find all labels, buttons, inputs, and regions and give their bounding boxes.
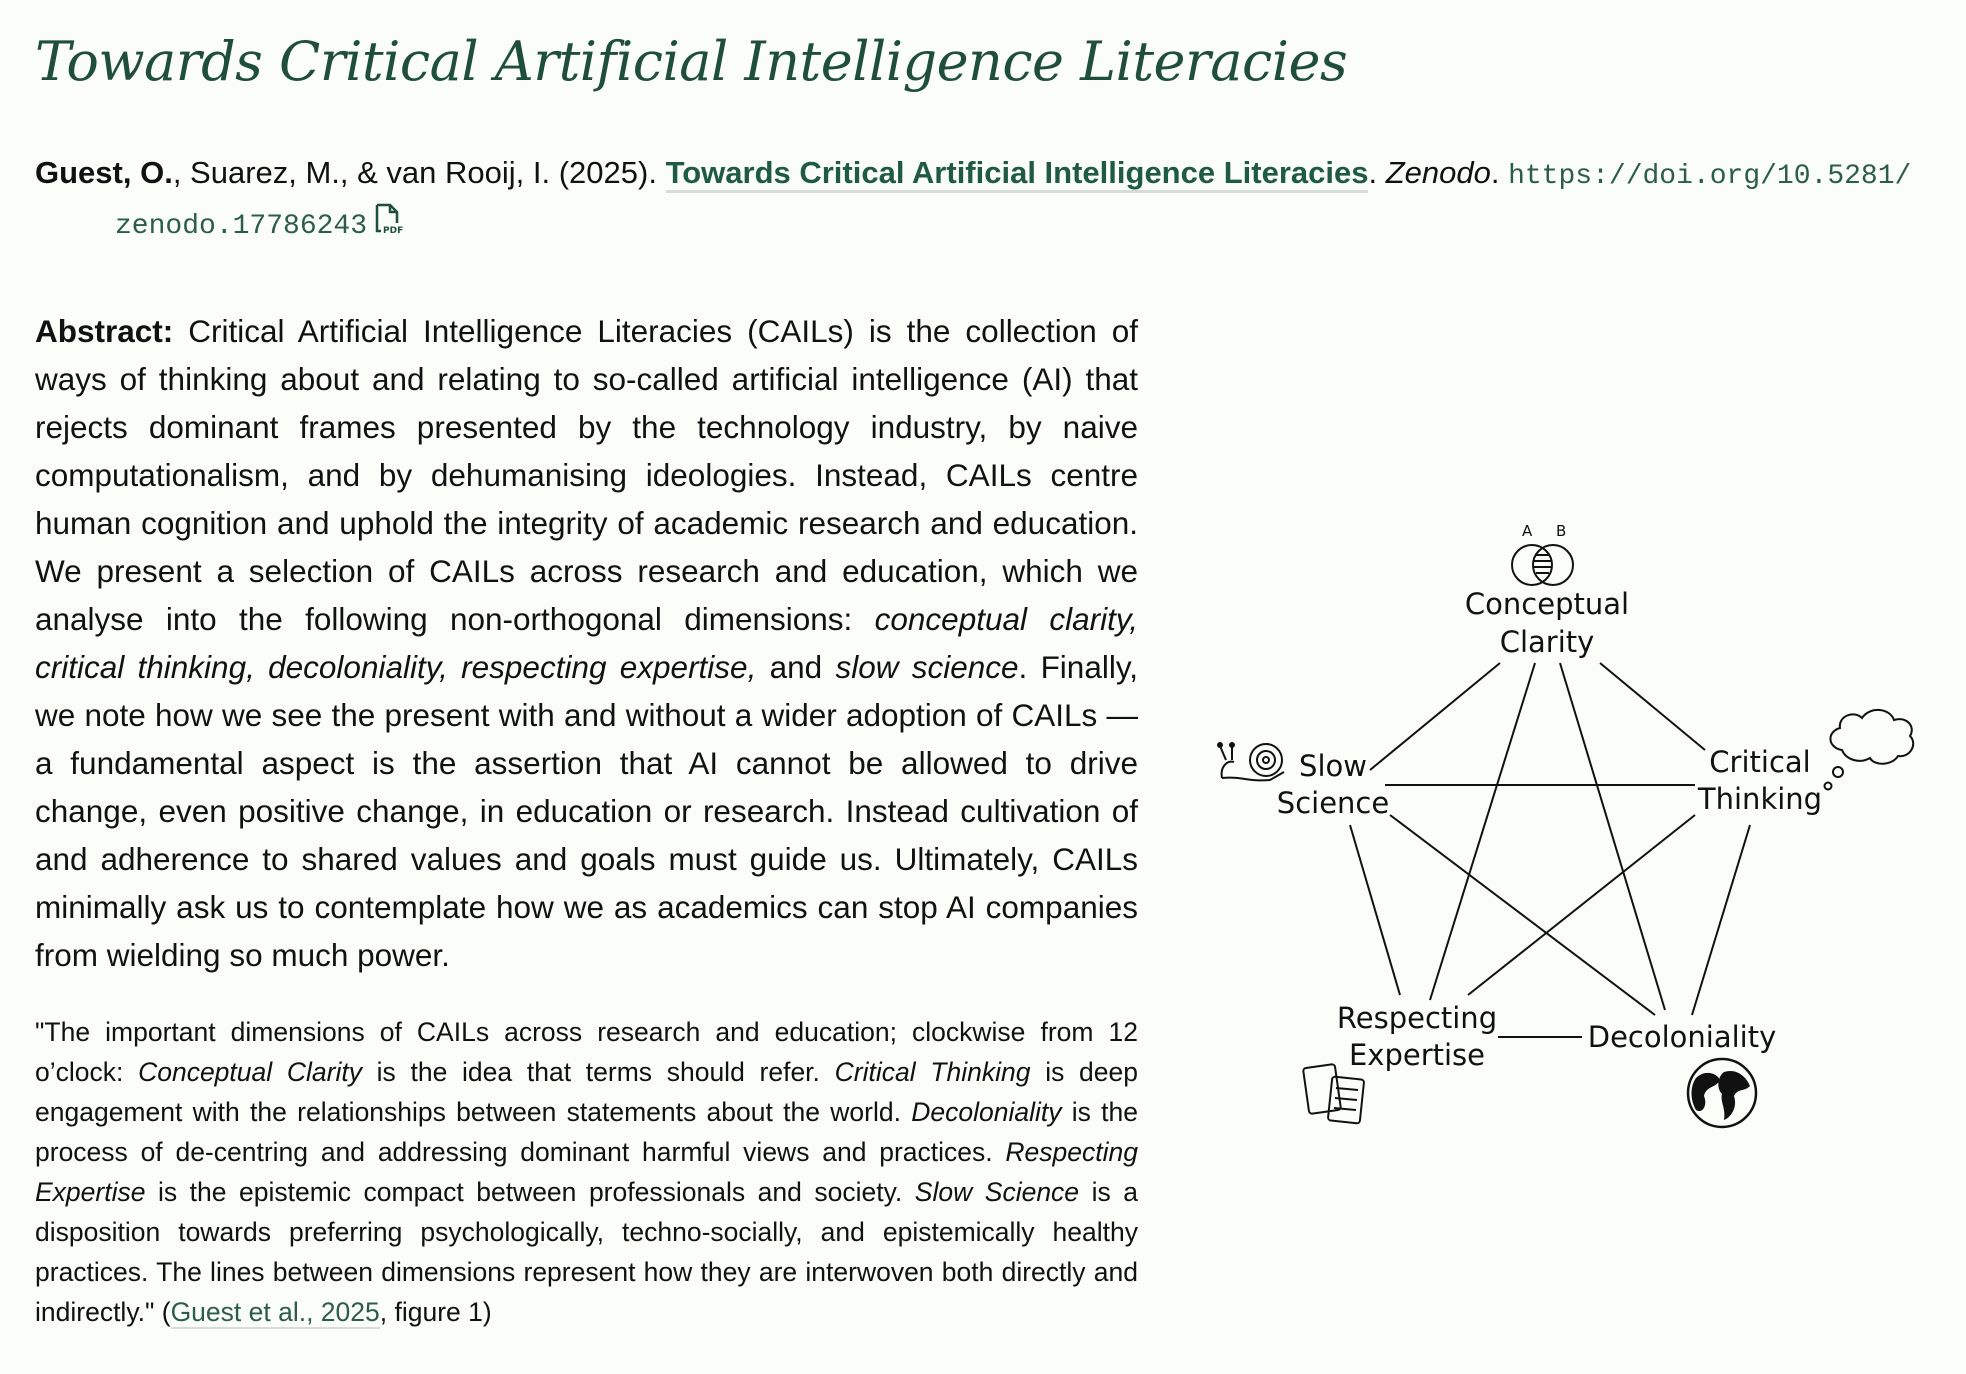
page-title: Towards Critical Artificial Intelligence Literacies bbox=[35, 30, 1348, 93]
caption-text: is the epistemic compact between professionals and society. bbox=[145, 1177, 915, 1207]
abstract-slow-science: slow science bbox=[835, 649, 1019, 685]
paper-title-link[interactable]: Towards Critical Artificial Intelligence Literacies bbox=[666, 155, 1369, 193]
doi-link-part2[interactable]: zenodo.17786243 bbox=[115, 211, 368, 242]
node-slow-science bbox=[1218, 743, 1389, 820]
abstract-dimensions: conceptual clarity, critical thinking, decoloniality, respecting expertise, bbox=[35, 601, 1138, 685]
caption-term: Respecting Expertise bbox=[35, 1137, 1138, 1207]
node-decoloniality bbox=[1588, 1020, 1777, 1127]
citation-link[interactable]: Guest et al., 2025 bbox=[170, 1297, 380, 1327]
caption-term: Critical Thinking bbox=[834, 1057, 1031, 1087]
abstract-text: . Finally, we note how we see the present with and without a wider adoption of CAILs — a fundamental aspect is the assertion that AI cannot be allowed to drive change, even positive change, in education or research. Instead cultivation of and adherence to shared values and goals must guide us. Ultimately, CAILs minimally ask us to contemplate how we as academics can stop AI companies from wielding so much power. bbox=[35, 649, 1139, 973]
abstract-text: and bbox=[756, 649, 836, 685]
edge-cc-dc bbox=[1560, 663, 1665, 1010]
node-label-line1: Decoloniality bbox=[1587, 1020, 1777, 1054]
node-respecting-expertise bbox=[1303, 1001, 1497, 1124]
caption-text: is a disposition towards preferring psychologically, techno-socially, and epistemically healthy practices. The lines between dimensions represent how they are interwoven both directly and indirectly." ( bbox=[35, 1177, 1139, 1327]
thought-cloud-icon bbox=[1825, 710, 1914, 790]
journal-name: Zenodo bbox=[1385, 155, 1491, 190]
caption-text: "The important dimensions of CAILs across research and education; clockwise from 12 o’clock: bbox=[35, 1017, 1138, 1087]
caption-text: , figure 1) bbox=[379, 1297, 492, 1327]
caption-term: Slow Science bbox=[914, 1177, 1080, 1207]
node-label-line1: Conceptual bbox=[1464, 587, 1630, 621]
venn-label-b: B bbox=[1556, 522, 1567, 540]
abstract-label: Abstract: bbox=[35, 313, 174, 349]
node-label-line1: Respecting bbox=[1336, 1001, 1498, 1035]
citation bbox=[35, 150, 1950, 250]
pdf-file-icon[interactable] bbox=[373, 202, 403, 248]
first-author: Guest, O. bbox=[35, 155, 173, 190]
node-label-line1: Critical bbox=[1709, 745, 1811, 779]
connecting-lines bbox=[1350, 663, 1750, 1037]
dimensions-diagram bbox=[1210, 510, 1930, 1130]
edge-ct-re bbox=[1468, 815, 1695, 995]
node-label-line2: Thinking bbox=[1697, 782, 1823, 816]
edge-cc-ss bbox=[1370, 663, 1500, 770]
node-label-line1: Slow bbox=[1299, 749, 1367, 783]
caption-text: is the idea that terms should refer. bbox=[361, 1057, 835, 1087]
snail-icon bbox=[1218, 743, 1284, 780]
edge-cc-re bbox=[1430, 663, 1535, 1000]
node-label-line2: Expertise bbox=[1348, 1038, 1486, 1072]
books-icon bbox=[1303, 1064, 1364, 1124]
caption-text: is the process of de-centring and addressing dominant harmful views and practices. bbox=[35, 1097, 1138, 1167]
caption-term: Conceptual Clarity bbox=[138, 1057, 362, 1087]
node-critical-thinking bbox=[1697, 710, 1913, 816]
globe-icon bbox=[1688, 1059, 1756, 1127]
edge-cc-ct bbox=[1600, 663, 1705, 750]
caption-text: is deep engagement with the relationships between statements about the world. bbox=[35, 1057, 1138, 1127]
node-label-line2: Science bbox=[1276, 786, 1390, 820]
edge-ct-dc bbox=[1692, 825, 1750, 1015]
node-label-line2: Clarity bbox=[1499, 625, 1595, 659]
svg-text:PDF: PDF bbox=[383, 225, 404, 235]
caption-term: Decoloniality bbox=[911, 1097, 1062, 1127]
abstract bbox=[35, 307, 1138, 979]
venn-diagram-icon bbox=[1512, 522, 1573, 585]
edge-ss-re bbox=[1350, 825, 1400, 995]
other-authors: , Suarez, M., & van Rooij, I. (2025). bbox=[172, 155, 666, 190]
venn-label-a: A bbox=[1522, 522, 1533, 540]
node-conceptual-clarity bbox=[1465, 522, 1629, 659]
abstract-text: Critical Artificial Intelligence Literacies (CAILs) is the collection of ways of thinking about and relating to so-called artificial intelligence (AI) that rejects dominant frames presented by the technology industry, by naive computationalism, and by dehumanising ideologies. Instead, CAILs centre human cognition and uphold the integrity of academic research and education. We present a selection of CAILs across research and education, which we analyse into the following non-orthogonal dimensions: bbox=[35, 313, 1138, 637]
citation-punct: . bbox=[1490, 155, 1509, 190]
doi-link-part1[interactable]: https://doi.org/10.5281/ bbox=[1508, 161, 1912, 192]
citation-punct: . bbox=[1368, 155, 1386, 190]
figure-caption bbox=[35, 1012, 1138, 1332]
